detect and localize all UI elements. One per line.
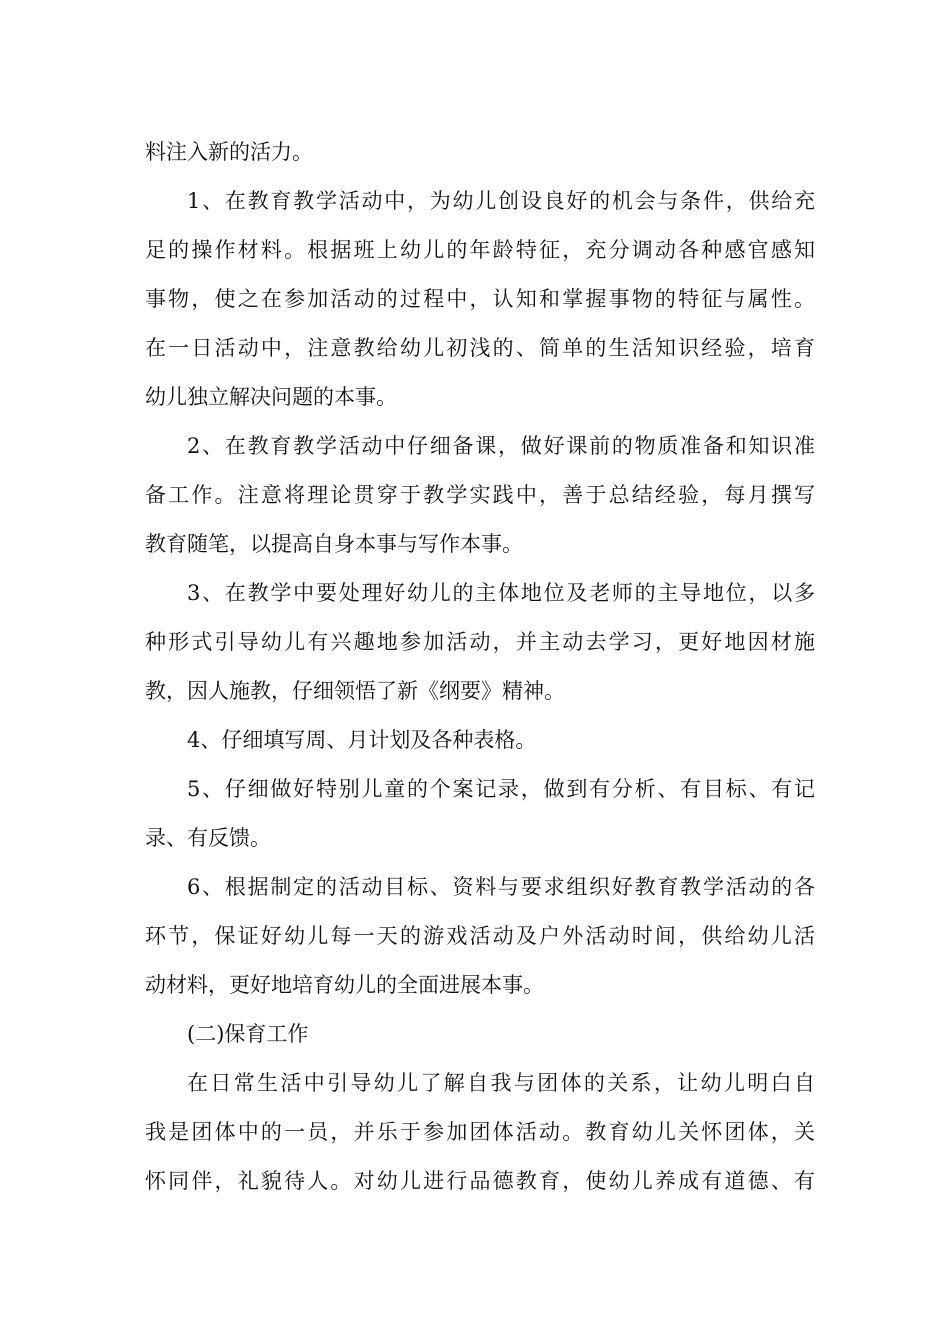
text-line: 幼儿独立解决问题的本事。 (145, 385, 397, 409)
text-line: 动材料，更好地培育幼儿的全面进展本事。 (145, 973, 544, 997)
paragraph-continuation (145, 128, 815, 177)
text-line: 种形式引导幼儿有兴趣地参加活动，并主动去学习，更好地因材施 (145, 630, 815, 654)
text-line: 2、在教育教学活动中仔细备课，做好课前的物质准备和知识准 (187, 434, 815, 458)
text-line: 3、在教学中要处理好幼儿的主体地位及老师的主导地位，以多 (187, 581, 815, 605)
text-line: 5、仔细做好特别儿童的个案记录，做到有分析、有目标、有记 (187, 777, 815, 801)
text-line: 6、根据制定的活动目标、资料与要求组织好教育教学活动的各 (187, 875, 815, 899)
text-line: 1、在教育教学活动中，为幼儿创设良好的机会与条件，供给充 (187, 189, 815, 213)
text-line: 在一日活动中，注意教给幼儿初浅的、简单的生活知识经验，培育 (145, 336, 815, 360)
text-line: 在日常生活中引导幼儿了解自我与团体的关系，让幼儿明白自 (187, 1071, 815, 1095)
text-line: 教，因人施教，仔细领悟了新《纲要》精神。 (145, 679, 565, 703)
text-line: 怀同伴，礼貌待人。对幼儿进行品德教育，使幼儿养成有道德、有 (145, 1169, 815, 1193)
heading-text: (二)保育工作 (187, 1022, 309, 1046)
text-line: 4、仔细填写周、月计划及各种表格。 (187, 728, 537, 752)
paragraph-item-2 (145, 422, 815, 569)
text-line: 足的操作材料。根据班上幼儿的年龄特征，充分调动各种感官感知 (145, 238, 815, 262)
text-line: 我是团体中的一员，并乐于参加团体活动。教育幼儿关怀团体，关 (145, 1120, 815, 1144)
text-line: 教育随笔，以提高自身本事与写作本事。 (145, 532, 523, 556)
text-line: 料注入新的活力。 (145, 140, 313, 164)
paragraph-item-4 (145, 716, 815, 765)
text-line: 环节，保证好幼儿每一天的游戏活动及户外活动时间，供给幼儿活 (145, 924, 815, 948)
paragraph-care (145, 1059, 815, 1206)
paragraph-item-1 (145, 177, 815, 422)
document-body (145, 128, 815, 1206)
section-heading (145, 1010, 815, 1059)
text-line: 备工作。注意将理论贯穿于教学实践中，善于总结经验，每月撰写 (145, 483, 815, 507)
text-line: 录、有反馈。 (145, 826, 271, 850)
paragraph-item-5 (145, 765, 815, 863)
text-line: 事物，使之在参加活动的过程中，认知和掌握事物的特征与属性。 (145, 287, 815, 311)
paragraph-item-6 (145, 863, 815, 1010)
paragraph-item-3 (145, 569, 815, 716)
